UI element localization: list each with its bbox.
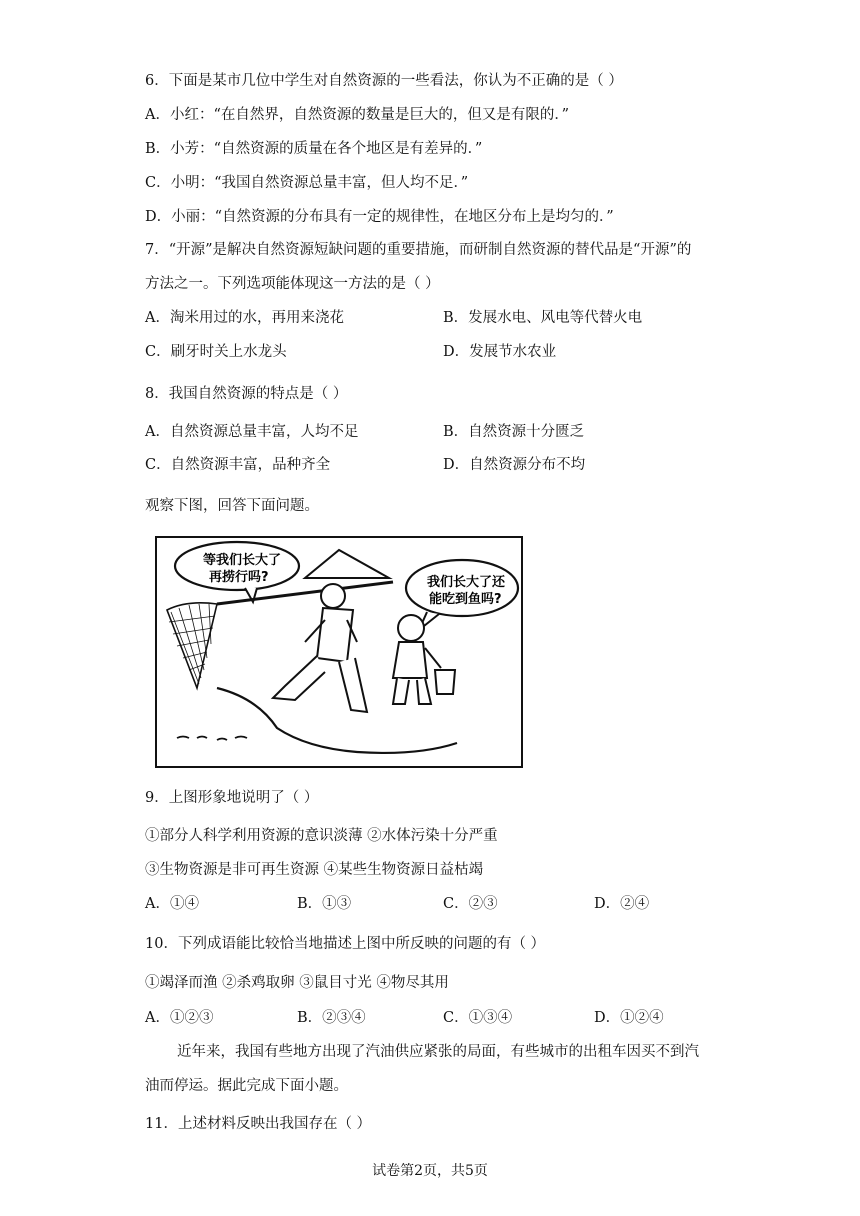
- q7-option-d: D．发展节水农业: [443, 344, 557, 360]
- q9-option-a: A．①④: [145, 896, 199, 912]
- bubble-right-line1: 我们长大了还: [427, 575, 506, 590]
- q8-option-c: C．自然资源丰富，品种齐全: [145, 457, 331, 473]
- q9-option-d: D．②④: [594, 896, 650, 912]
- q6-stem: 6．下面是某市几位中学生对自然资源的一些看法，你认为不正确的是（ ）: [145, 73, 623, 89]
- q8-stem: 8．我国自然资源的特点是（ ）: [145, 386, 348, 402]
- q10-option-a: A．①②③: [145, 1010, 214, 1026]
- q11-stem: 11．上述材料反映出我国存在（ ）: [145, 1116, 372, 1132]
- q8-option-a: A．自然资源总量丰富，人均不足: [145, 424, 359, 440]
- q7-stem-line1: 7．“开源”是解决自然资源短缺问题的重要措施，而研制自然资源的替代品是“开源”的: [145, 242, 692, 258]
- fishing-net-icon: [167, 603, 217, 688]
- q9-stem: 9．上图形象地说明了（ ）: [145, 790, 319, 806]
- bubble-right-line2: 能吃到鱼吗?: [429, 592, 502, 607]
- q10-statement: ①竭泽而渔 ②杀鸡取卵 ③鼠目寸光 ④物尽其用: [145, 975, 449, 991]
- q7-option-c: C．刷牙时关上水龙头: [145, 344, 287, 360]
- bubble-left-line1: 等我们长大了: [203, 553, 282, 568]
- q9-option-b: B．①③: [297, 896, 352, 912]
- bucket-icon: [435, 670, 455, 694]
- q10-stem: 10．下列成语能比较恰当地描述上图中所反映的问题的有（ ）: [145, 936, 546, 952]
- material-line1: 近年来，我国有些地方出现了汽油供应紧张的局面，有些城市的出租车因买不到汽: [177, 1044, 699, 1060]
- q7-option-b: B．发展水电、风电等代替火电: [443, 310, 643, 326]
- cartoon-intro: 观察下图，回答下面问题。: [145, 498, 319, 514]
- q8-option-b: B．自然资源十分匮乏: [443, 424, 585, 440]
- q6-option-b: B．小芳：“自然资源的质量在各个地区是有差异的．”: [145, 141, 483, 157]
- q8-option-d: D．自然资源分布不均: [443, 457, 586, 473]
- q9-statement-line2: ③生物资源是非可再生资源 ④某些生物资源日益枯竭: [145, 862, 484, 878]
- q7-stem-line2: 方法之一。下列选项能体现这一方法的是（ ）: [145, 276, 440, 292]
- q10-option-b: B．②③④: [297, 1010, 366, 1026]
- q9-option-c: C．②③: [443, 896, 498, 912]
- material-line2: 油而停运。据此完成下面小题。: [145, 1078, 348, 1094]
- q7-option-a: A．淘米用过的水，再用来浇花: [145, 310, 344, 326]
- page-footer: 试卷第2页，共5页: [372, 1163, 488, 1179]
- q6-option-d: D．小丽：“自然资源的分布具有一定的规律性，在地区分布上是均匀的．”: [145, 209, 614, 225]
- q10-option-d: D．①②④: [594, 1010, 664, 1026]
- q6-option-c: C．小明：“我国自然资源总量丰富，但人均不足．”: [145, 175, 469, 191]
- bubble-left-line2: 再捞行吗?: [209, 570, 269, 585]
- cartoon-drawing: [157, 538, 521, 766]
- q6-option-a: A．小红：“在自然界，自然资源的数量是巨大的，但又是有限的．”: [145, 107, 570, 123]
- q9-statement-line1: ①部分人科学利用资源的意识淡薄 ②水体污染十分严重: [145, 828, 498, 844]
- child-figure: [393, 615, 455, 704]
- q10-option-c: C．①③④: [443, 1010, 513, 1026]
- cartoon-figure: [155, 536, 523, 768]
